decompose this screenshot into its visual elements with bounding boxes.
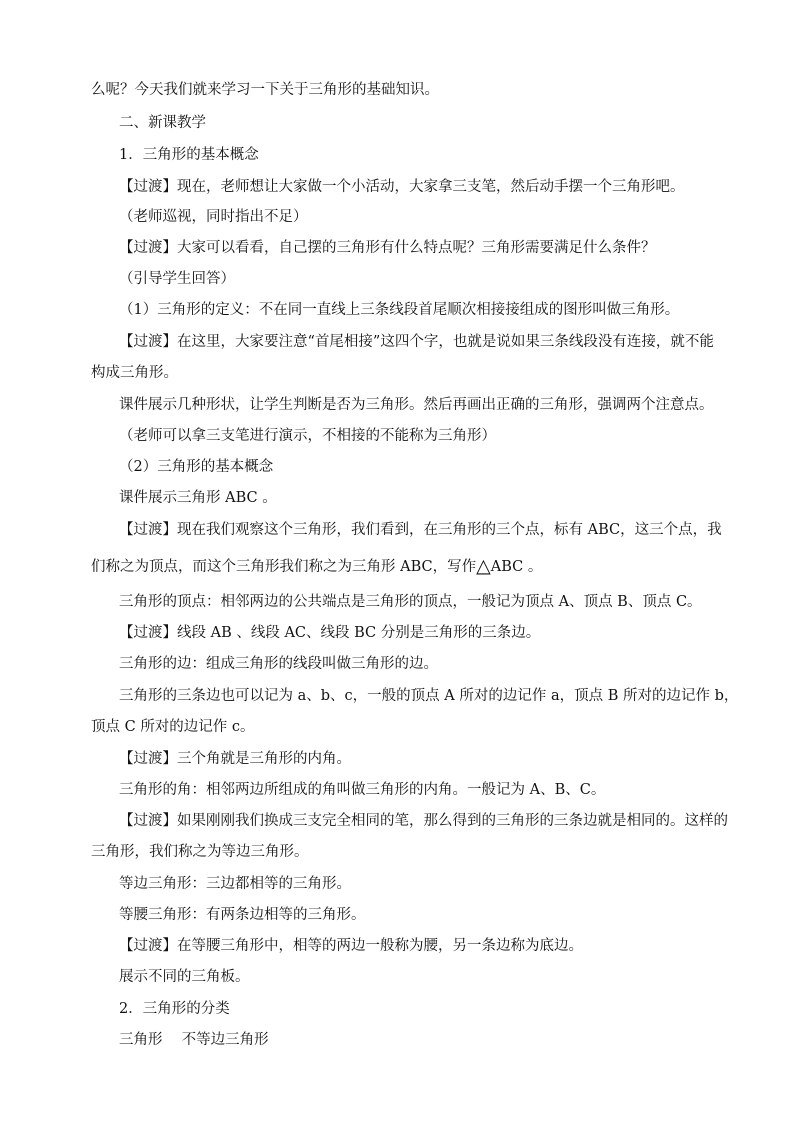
paragraph-transition-6: 【过渡】三个角就是三角形的内角。 xyxy=(119,751,351,767)
paragraph-note-2: （引导学生回答） xyxy=(119,271,235,287)
paragraph-edges-notation: 三角形的三条边也可以记为 a、b、c，一般的顶点 A 所对的边记作 a，顶点 B 所对的边记作 b， xyxy=(119,688,739,704)
paragraph-transition-2: 【过渡】大家可以看看，自己摆的三角形有什么特点呢？三角形需要满足什么条件？ xyxy=(119,240,656,256)
subheading-basic-concept: 1．三角形的基本概念 xyxy=(119,147,259,163)
paragraph-transition-7: 【过渡】如果刚刚我们换成三支完全相同的笔，那么得到的三角形的三条边就是相同的。这样的 xyxy=(119,813,728,829)
paragraph-definition: （1）三角形的定义：不在同一直线上三条线段首尾顺次相接接组成的图形叫做三角形。 xyxy=(119,302,680,318)
paragraph-angle: 三角形的角：相邻两边所组成的角叫做三角形的内角。一般记为 A、B、C。 xyxy=(119,782,606,798)
section-heading-new-lesson: 二、新课教学 xyxy=(119,115,206,131)
paragraph-classification-row: 三角形 不等边三角形 xyxy=(119,1032,269,1048)
paragraph-note-1: （老师巡视，同时指出不足） xyxy=(119,209,308,225)
paragraph-note-3: （老师可以拿三支笔进行演示，不相接的不能称为三角形） xyxy=(119,428,496,444)
paragraph-courseware-2: 课件展示三角形 ABC 。 xyxy=(119,490,277,506)
paragraph-edge: 三角形的边：组成三角形的线段叫做三角形的边。 xyxy=(119,656,438,672)
paragraph-transition-3-cont: 构成三角形。 xyxy=(91,365,178,381)
paragraph-intro: 么呢？今天我们就来学习一下关于三角形的基础知识。 xyxy=(91,82,439,98)
subheading-basic-concept-2: （2）三角形的基本概念 xyxy=(119,459,274,475)
paragraph-equilateral: 等边三角形：三边都相等的三角形。 xyxy=(119,876,351,892)
triangle-label: ABC 。 xyxy=(490,559,543,575)
paragraph-transition-1: 【过渡】现在，老师想让大家做一个小活动，大家拿三支笔，然后动手摆一个三角形吧。 xyxy=(119,179,685,195)
paragraph-transition-4-cont xyxy=(91,556,711,577)
paragraph-vertex: 三角形的顶点：相邻两边的公共端点是三角形的顶点，一般记为顶点 A、顶点 B、顶点 C。 xyxy=(119,594,702,610)
paragraph-transition-3: 【过渡】在这里，大家要注意“首尾相接”这四个字，也就是说如果三条线段没有连接，就不能 xyxy=(119,334,714,350)
paragraph-edges-notation-cont: 顶点 C 所对的边记作 c。 xyxy=(91,719,255,735)
paragraph-transition-7-cont: 三角形，我们称之为等边三角形。 xyxy=(91,844,309,860)
paragraph-transition-8: 【过渡】在等腰三角形中，相等的两边一般称为腰，另一条边称为底边。 xyxy=(119,938,583,954)
subheading-classification: 2．三角形的分类 xyxy=(119,1001,230,1017)
triangle-symbol: △ xyxy=(476,555,491,577)
paragraph-isosceles: 等腰三角形：有两条边相等的三角形。 xyxy=(119,907,366,923)
paragraph-show-set-squares: 展示不同的三角板。 xyxy=(119,969,250,985)
paragraph-transition-5: 【过渡】线段 AB 、线段 AC、线段 BC 分别是三角形的三条边。 xyxy=(119,625,541,641)
paragraph-transition-4: 【过渡】现在我们观察这个三角形，我们看到，在三角形的三个点，标有 ABC，这三个点，我 xyxy=(119,522,722,538)
paragraph-courseware-1: 课件展示几种形状，让学生判断是否为三角形。然后再画出正确的三角形，强调两个注意点。 xyxy=(119,397,714,413)
line-text: 们称之为顶点，而这个三角形我们称之为三角形 ABC，写作 xyxy=(91,559,477,575)
